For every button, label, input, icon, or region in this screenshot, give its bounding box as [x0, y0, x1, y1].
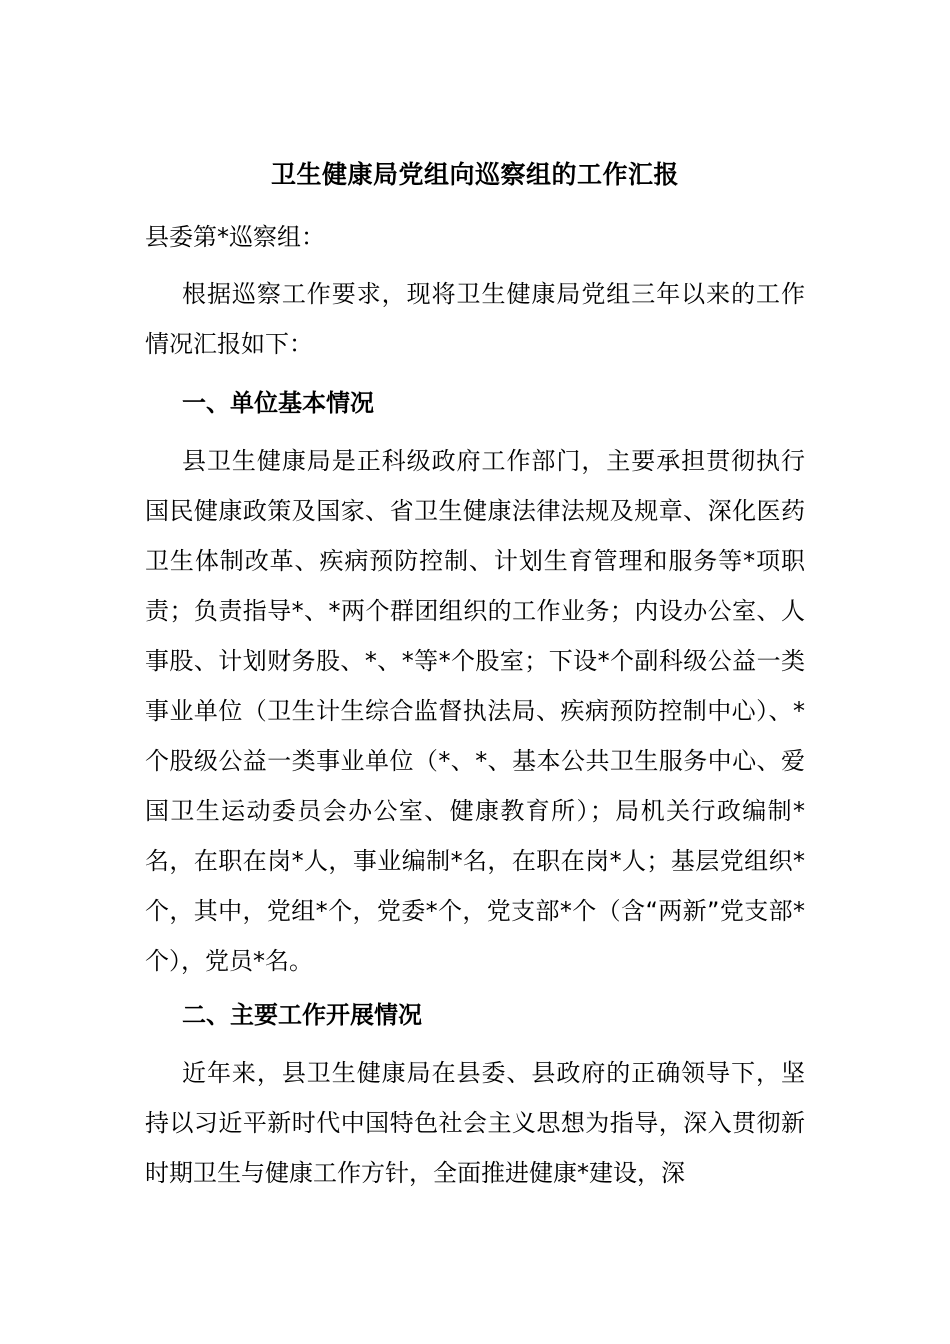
intro-paragraph: 根据巡察工作要求，现将卫生健康局党组三年以来的工作情况汇报如下：: [145, 280, 805, 358]
document-title: 卫生健康局党组向巡察组的工作汇报: [270, 160, 679, 189]
salutation: 县委第*巡察组：: [145, 223, 325, 251]
section-heading-basic-info: 一、单位基本情况: [182, 389, 374, 417]
section-heading-main-work: 二、主要工作开展情况: [182, 1001, 422, 1029]
section-body-main-work: 近年来，县卫生健康局在县委、县政府的正确领导下，坚持以习近平新时代中国特色社会主义思想为指导，深入贯彻新时期卫生与健康工作方针，全面推进健康*建设，深: [145, 1059, 805, 1187]
section-body-basic-info: 县卫生健康局是正科级政府工作部门，主要承担贯彻执行国民健康政策及国家、省卫生健康法律法规及规章、深化医药卫生体制改革、疾病预防控制、计划生育管理和服务等*项职责；负责指导*、*两个群团组织的工作业务；内设办公室、人事股、计划财务股、*、*等*个股室；下设*个副科级公益一类事业单位（卫生计生综合监督执法局、疾病预防控制中心）、*个股级公益一类事业单位（*、*、基本公共卫生服务中心、爱国卫生运动委员会办公室、健康教育所）；局机关行政编制*名，在职在岗*人，事业编制*名，在职在岗*人；基层党组织*个，其中，党组*个，党委*个，党支部*个（含“两新”党支部*个），党员*名。: [145, 447, 805, 975]
